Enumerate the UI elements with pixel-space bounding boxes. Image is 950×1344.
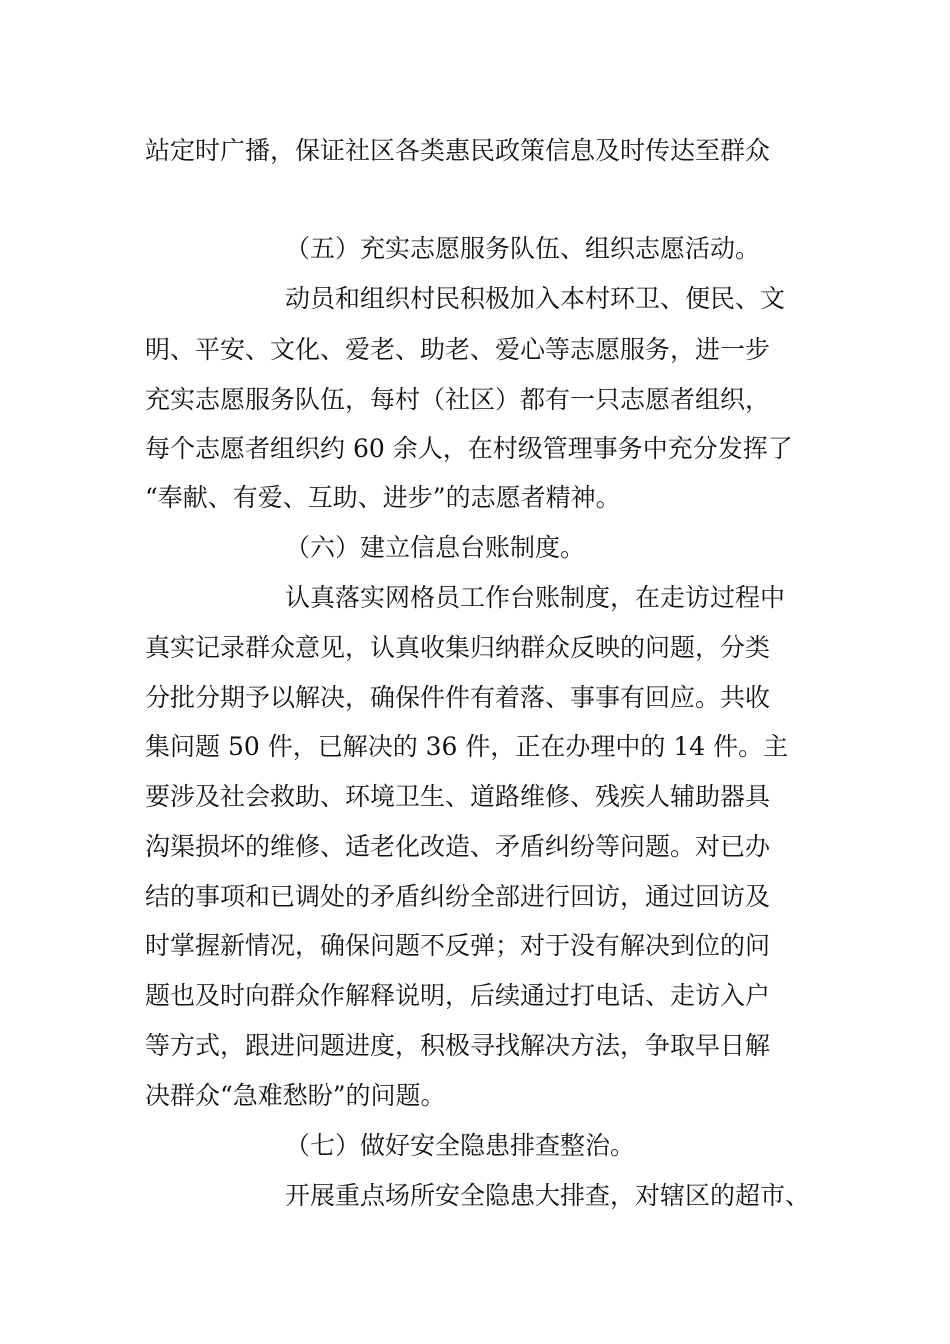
text-line: 每个志愿者组织约 60 余人，在村级管理事务中充分发挥了 (145, 434, 793, 463)
text-line: 结的事项和已调处的矛盾纠纷全部进行回访，通过回访及 (145, 882, 771, 911)
text-line: “奉献、有爱、互助、进步”的志愿者精神。 (145, 483, 621, 512)
text-line: 时掌握新情况，确保问题不反弹；对于没有解决到位的问 (145, 931, 771, 960)
text-line: 真实记录群众意见，认真收集归纳群众反映的问题，分类 (145, 633, 771, 662)
section-heading-6: （六）建立信息台账制度。 (285, 533, 586, 562)
text-line: 等方式，跟进问题进度，积极寻找解决方法，争取早日解 (145, 1031, 771, 1060)
text-line: 集问题 50 件，已解决的 36 件，正在办理中的 14 件。主 (145, 732, 789, 761)
text-line: 明、平安、文化、爱老、助老、爱心等志愿服务，进一步 (145, 335, 771, 364)
text-line: 决群众“急难愁盼”的问题。 (145, 1081, 446, 1110)
section-heading-7: （七）做好安全隐患排查整治。 (285, 1131, 636, 1160)
text-line: 要涉及社会救助、环境卫生、道路维修、残疾人辅助器具 (145, 782, 771, 811)
text-line: 站定时广播，保证社区各类惠民政策信息及时传达至群众 (145, 136, 771, 165)
section-heading-5: （五）充实志愿服务队伍、组织志愿活动。 (285, 234, 761, 263)
text-line: 充实志愿服务队伍，每村（社区）都有一只志愿者组织， (145, 385, 771, 414)
text-line: 认真落实网格员工作台账制度，在走访过程中 (285, 583, 786, 612)
text-line: 沟渠损坏的维修、适老化改造、矛盾纠纷等问题。对已办 (145, 832, 771, 861)
text-line: 分批分期予以解决，确保件件有着落、事事有回应。共收 (145, 683, 771, 712)
text-line: 开展重点场所安全隐患大排查，对辖区的超市、 (285, 1181, 811, 1210)
text-line: 动员和组织村民积极加入本村环卫、便民、文 (285, 284, 786, 313)
text-line: 题也及时向群众作解释说明，后续通过打电话、走访入户 (145, 981, 771, 1010)
